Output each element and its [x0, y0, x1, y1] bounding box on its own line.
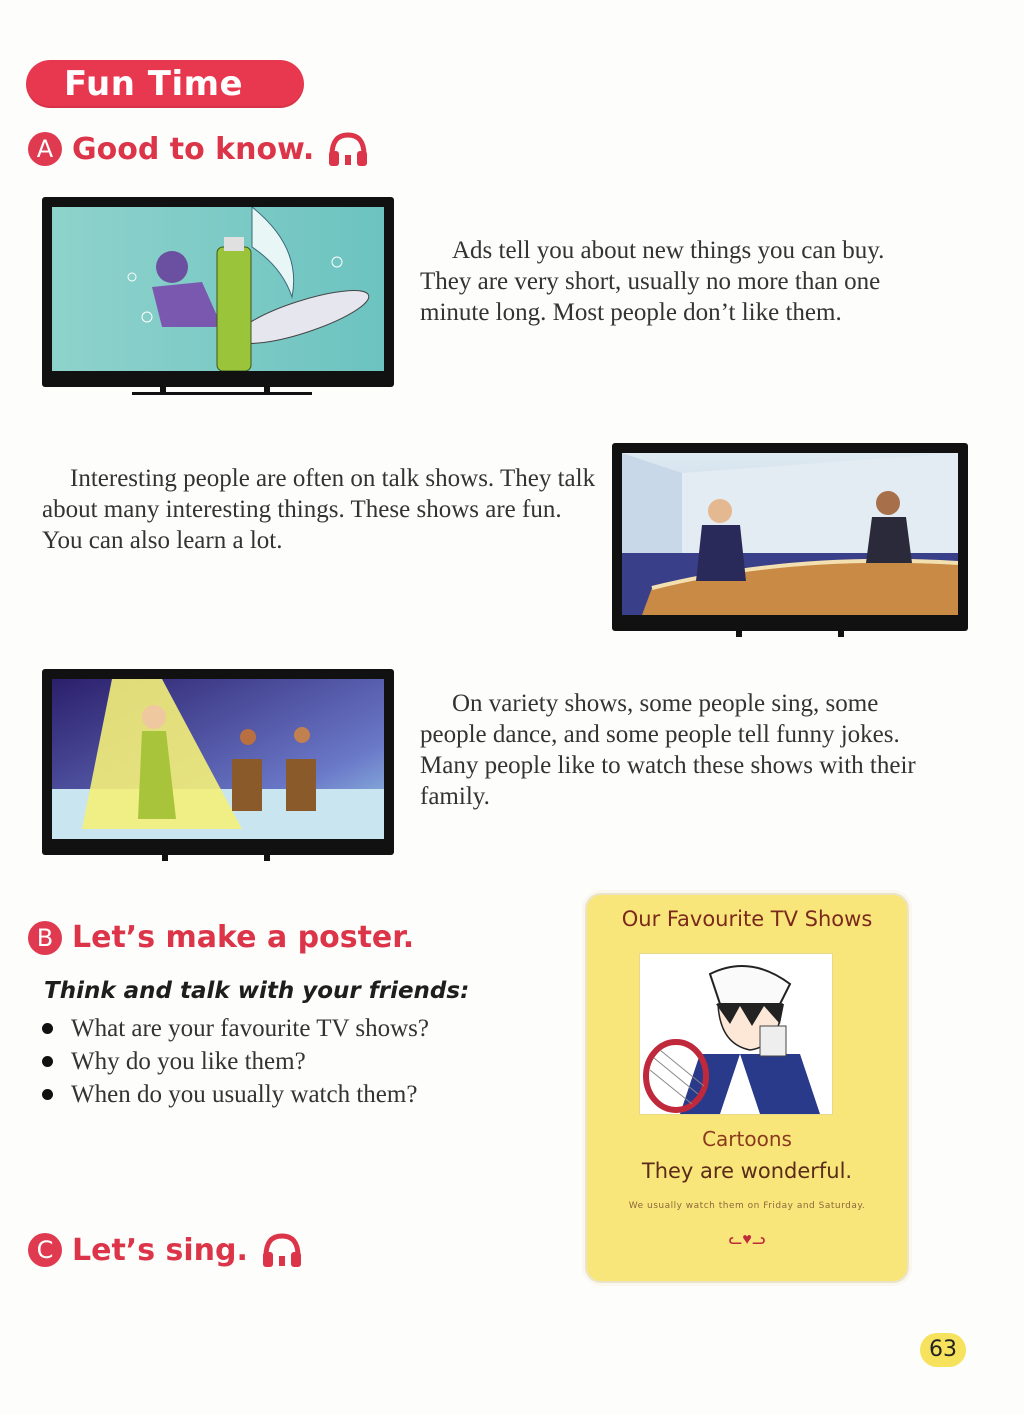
bullet-icon — [42, 1023, 53, 1034]
section-c-heading — [28, 1230, 304, 1270]
section-b-letter: B — [28, 921, 62, 955]
paragraph-variety-shows — [420, 688, 940, 812]
tv-talk-show-image — [612, 443, 968, 631]
poster-cartoon-image — [639, 953, 833, 1115]
list-item: What are your favourite TV shows? — [42, 1012, 429, 1045]
discussion-prompt: Think and talk with your friends: — [44, 978, 470, 1004]
question-list — [42, 1012, 429, 1111]
page-number: 63 — [920, 1333, 966, 1367]
poster-small-text: We usually watch them on Friday and Saturday. — [628, 1201, 866, 1211]
section-a-title: Good to know. — [72, 131, 315, 167]
bullet-icon — [42, 1089, 53, 1100]
paragraph-ads — [420, 235, 940, 328]
list-item: Why do you like them? — [42, 1045, 429, 1078]
poster-ornament: ᓚ♥ᓗ — [728, 1231, 766, 1248]
paragraph-ads-text: Ads tell you about new things you can buy. They are very short, usually no more than one minute long. Most people don’t like them. — [420, 237, 885, 326]
section-b-title: Let’s make a poster. — [72, 920, 415, 955]
section-c-letter: C — [28, 1233, 62, 1267]
title-banner — [26, 60, 304, 108]
sample-poster — [585, 893, 909, 1283]
poster-category: Cartoons — [702, 1127, 792, 1151]
paragraph-talk-shows-text: Interesting people are often on talk shows. They talk about many interesting things. These shows are fun. You can also learn a lot. — [42, 465, 596, 554]
section-a-letter: A — [28, 132, 62, 166]
paragraph-talk-shows — [42, 463, 597, 556]
section-c-title: Let’s sing. — [72, 1232, 248, 1268]
headphones-icon[interactable] — [326, 129, 370, 169]
bullet-icon — [42, 1056, 53, 1067]
paragraph-variety-shows-text: On variety shows, some people sing, some people dance, and some people tell funny jokes. Many people like to watch these shows with their family. — [420, 690, 916, 810]
page-title: Fun Time — [64, 64, 244, 104]
tv-variety-show-image — [42, 669, 394, 855]
headphones-icon[interactable] — [260, 1230, 304, 1270]
section-b-heading — [28, 920, 414, 955]
section-a-heading — [28, 129, 370, 169]
tv-ad-image — [42, 197, 394, 387]
poster-caption: They are wonderful. — [641, 1159, 853, 1183]
poster-title: Our Favourite TV Shows — [621, 907, 873, 931]
list-item: When do you usually watch them? — [42, 1078, 429, 1111]
